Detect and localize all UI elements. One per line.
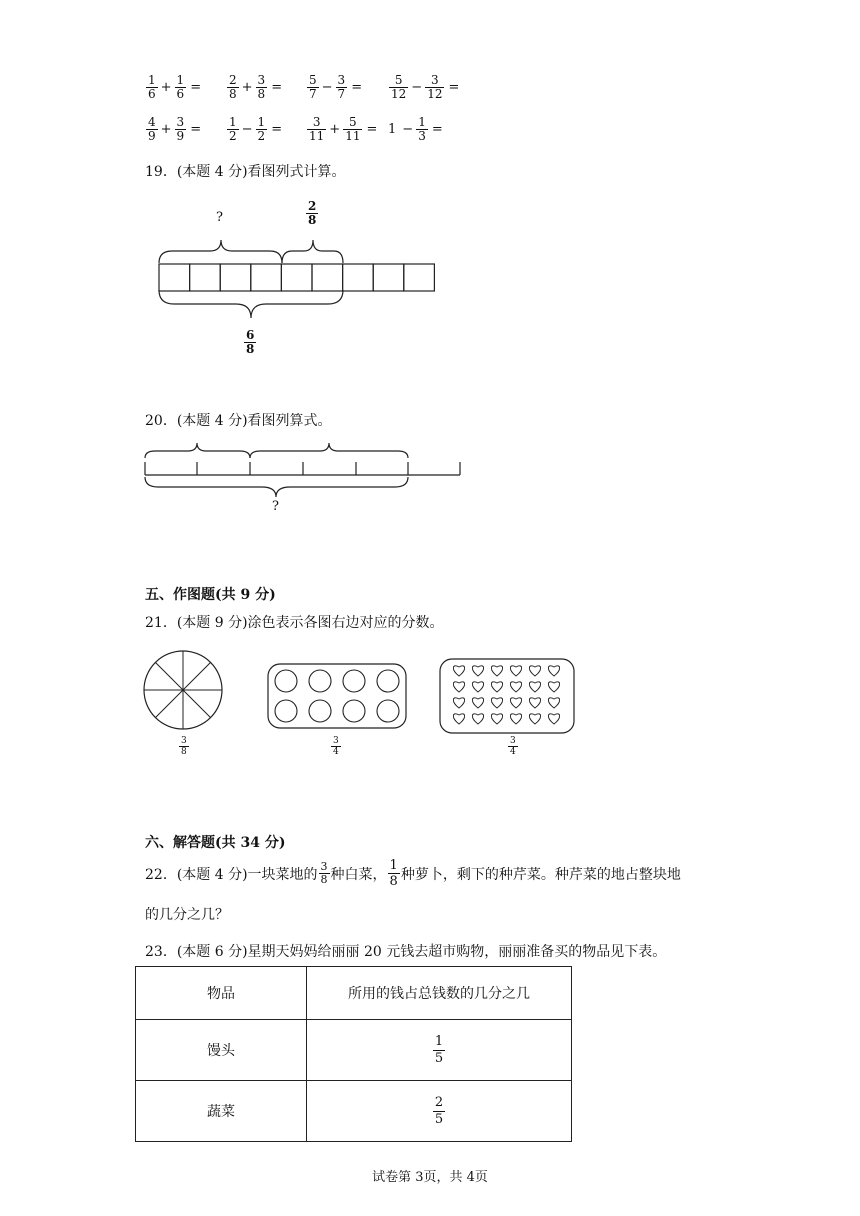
q21-heart: [491, 714, 502, 724]
q21-heart: [548, 714, 559, 724]
table-row: [136, 1020, 572, 1081]
q21-dot: [275, 700, 297, 722]
table-cell-item: 蔬菜: [136, 1081, 307, 1142]
table-cell-item: 馒头: [136, 1020, 307, 1081]
section-6-title: 六、解答题(共 34 分): [145, 835, 286, 851]
q21-dot: [275, 670, 297, 692]
q21-dot: [309, 700, 331, 722]
section-5-title: 五、作图题(共 9 分): [145, 587, 276, 603]
q21-heart: [453, 698, 464, 708]
q21-heart: [510, 682, 521, 692]
q22-line-1: 22．(本题 4 分)一块菜地的 $\frac{3}{8}$ 种白菜， $\frac{1}{8}$ 种萝卜，剩下的种芹菜。种芹菜的地占整块地: [145, 858, 681, 889]
q21-fraction-2: $\frac{3}{4}$: [333, 736, 339, 757]
q19-top-numerator: 2: [308, 199, 317, 213]
q23-label: 23．(本题 6 分)星期天妈妈给丽丽 20 元钱去超市购物，丽丽准备买的物品见下表。: [145, 944, 667, 960]
q21-heart: [548, 698, 559, 708]
q21-heart: [529, 698, 540, 708]
q21-heart: [491, 682, 502, 692]
q21-fraction-3: $\frac{3}{4}$: [510, 736, 516, 757]
q20-unknown-label: ?: [272, 499, 279, 514]
q18-expression: $\frac{1}{6}$ + $\frac{1}{6}$ =: [148, 73, 202, 101]
q21-heart: [491, 666, 502, 676]
q21-heart: [472, 682, 483, 692]
q18-expression: $\frac{1}{2}$ − $\frac{1}{2}$ =: [229, 115, 283, 143]
table-header-item: 物品: [136, 967, 307, 1020]
table-header-row: [136, 967, 572, 1020]
q21-fraction-1: $\frac{3}{8}$: [181, 736, 187, 757]
q21-heart: [472, 714, 483, 724]
q21-label: 21．(本题 9 分)涂色表示各图右边对应的分数。: [145, 615, 444, 631]
q21-heart: [453, 666, 464, 676]
table-header-fraction: 所用的钱占总钱数的几分之几: [307, 967, 572, 1020]
q18-expression: $\frac{3}{11}$ + $\frac{5}{11}$ =: [309, 115, 378, 143]
q19-bottom-denominator: 8: [246, 342, 255, 356]
q21-hearts-box: [440, 659, 574, 733]
q21-heart: [548, 682, 559, 692]
q21-heart: [529, 666, 540, 676]
q21-dot: [309, 670, 331, 692]
q21-dot: [343, 670, 365, 692]
q21-heart: [510, 714, 521, 724]
q21-heart: [472, 666, 483, 676]
q21-dot: [343, 700, 365, 722]
q21-heart: [548, 666, 559, 676]
q21-heart: [510, 666, 521, 676]
q19-unknown-label: ?: [216, 210, 223, 225]
table-row: [136, 1081, 572, 1142]
q21-heart: [529, 714, 540, 724]
q19-label: 19．(本题 4 分)看图列式计算。: [145, 164, 346, 180]
q18-expression: $\frac{4}{9}$ + $\frac{3}{9}$ =: [148, 115, 202, 143]
q22-line-2: 的几分之几？: [145, 907, 229, 923]
q21-heart: [453, 682, 464, 692]
q21-circle: [144, 651, 222, 729]
q22-fraction-1: $\frac{3}{8}$: [320, 860, 328, 886]
q21-circles-box: [268, 664, 406, 728]
q22-fraction-2: $\frac{1}{8}$: [389, 858, 398, 889]
q18-expression: $\frac{2}{8}$ + $\frac{3}{8}$ =: [229, 73, 283, 101]
q21-dot: [377, 700, 399, 722]
table-cell-fraction: $\frac{2}{5}$: [307, 1081, 572, 1142]
q21-heart: [491, 698, 502, 708]
q21-heart: [472, 698, 483, 708]
q19-bottom-numerator: 6: [246, 328, 255, 342]
q21-dot: [377, 670, 399, 692]
q20-label: 20．(本题 4 分)看图列算式。: [145, 413, 332, 429]
q18-expression: 1 − $\frac{1}{3}$ =: [388, 115, 443, 143]
page-footer: 试卷第 3页，共 4页: [372, 1170, 488, 1185]
table-cell-fraction: $\frac{1}{5}$: [307, 1020, 572, 1081]
q21-heart: [453, 714, 464, 724]
q21-heart: [529, 682, 540, 692]
q23-table: [135, 966, 572, 1142]
q19-top-denominator: 8: [308, 213, 317, 227]
q21-heart: [510, 698, 521, 708]
q18-expression: $\frac{5}{7}$ − $\frac{3}{7}$ =: [309, 73, 363, 101]
q18-expression: $\frac{5}{12}$ − $\frac{3}{12}$ =: [391, 73, 460, 101]
